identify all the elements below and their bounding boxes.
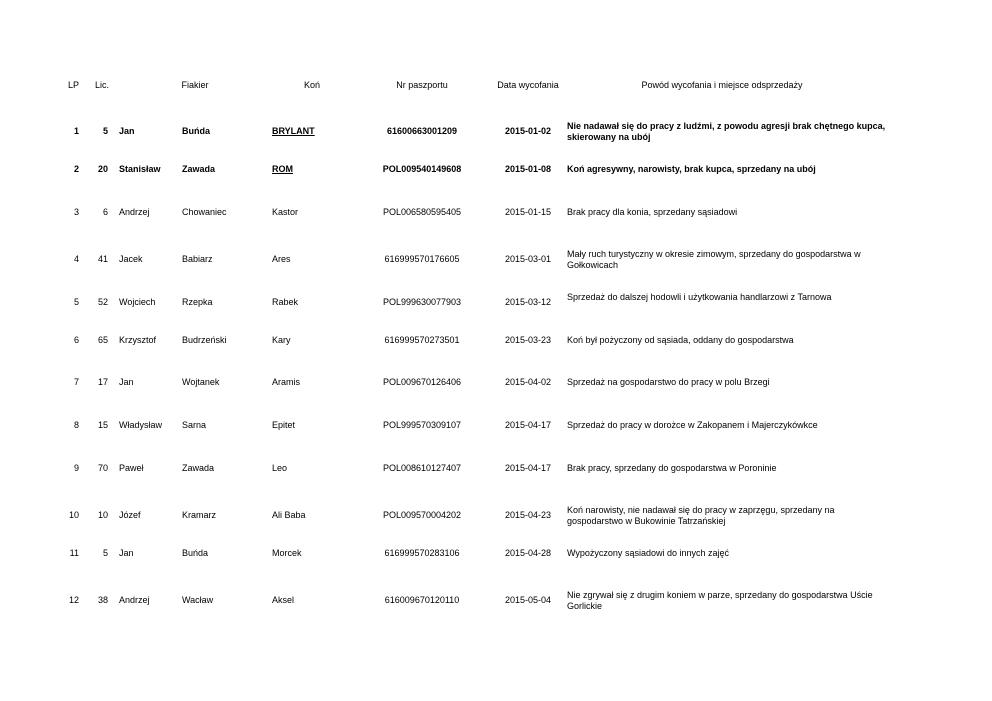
cell-reason: Sprzedaż na gospodarstwo do pracy w polu Brzegi (567, 377, 770, 387)
cell-first-name: Andrzej (119, 207, 150, 217)
cell-last-name: Zawada (182, 164, 216, 174)
cell-horse: Kastor (272, 207, 299, 217)
cell-reason: Nie nadawał się do pracy z ludźmi, z powodu agresji brak chętnego kupca, skierowany na ubój (567, 121, 886, 142)
cell-lic: 65 (97, 335, 108, 345)
cell-reason: Nie zgrywał się z drugim koniem w parze, sprzedany do gospodarstwa Uście Gorlickie (567, 590, 873, 611)
cell-lp: 4 (73, 254, 79, 264)
cell-horse: Aramis (272, 377, 301, 387)
cell-reason: Brak pracy dla konia, sprzedany sąsiadowi (567, 207, 738, 217)
cell-last-name: Wacław (182, 595, 214, 605)
cell-date: 2015-03-01 (504, 254, 552, 264)
cell-date: 2015-03-12 (504, 297, 552, 307)
cell-passport: POL999570309107 (382, 420, 462, 430)
cell-date: 2015-04-17 (504, 463, 552, 473)
cell-lp: 12 (68, 595, 79, 605)
cell-reason: Mały ruch turystyczny w okresie zimowym, sprzedany do gospodarstwa w Gołkowicach (567, 249, 861, 270)
header-date: Data wycofania (497, 80, 559, 90)
cell-horse: Kary (272, 335, 291, 345)
cell-passport: POL008610127407 (382, 463, 462, 473)
cell-passport: POL006580595405 (382, 207, 462, 217)
cell-last-name: Zawada (182, 463, 215, 473)
cell-last-name: Chowaniec (182, 207, 227, 217)
cell-lp: 10 (68, 510, 79, 520)
cell-date: 2015-04-02 (504, 377, 552, 387)
cell-last-name: Rzepka (182, 297, 213, 307)
cell-passport: 616999570283106 (384, 548, 460, 558)
cell-lic: 70 (97, 463, 108, 473)
header-fiakier: Fiakier (181, 80, 209, 90)
cell-passport: 616999570273501 (384, 335, 460, 345)
cell-date: 2015-04-28 (504, 548, 552, 558)
cell-date: 2015-03-23 (504, 335, 552, 345)
cell-passport: POL999630077903 (382, 297, 462, 307)
cell-lp: 9 (73, 463, 79, 473)
cell-lic: 17 (97, 377, 108, 387)
cell-lic: 41 (97, 254, 108, 264)
cell-horse: Rabek (272, 297, 299, 307)
cell-reason: Wypożyczony sąsiadowi do innych zajęć (567, 548, 729, 558)
header-passport: Nr paszportu (396, 80, 448, 90)
cell-last-name: Babiarz (182, 254, 213, 264)
cell-horse: Ali Baba (272, 510, 306, 520)
cell-lic: 10 (97, 510, 108, 520)
cell-lic: 6 (102, 207, 108, 217)
cell-lp: 6 (73, 335, 79, 345)
cell-lp: 1 (73, 126, 79, 136)
cell-first-name: Władysław (119, 420, 163, 430)
cell-date: 2015-01-02 (504, 126, 552, 136)
cell-last-name: Buńda (182, 548, 209, 558)
cell-passport: POL009540149608 (382, 164, 462, 174)
header-lic: Lic. (95, 80, 110, 90)
cell-lp: 8 (73, 420, 79, 430)
cell-lic: 20 (97, 164, 108, 174)
cell-last-name: Sarna (182, 420, 207, 430)
cell-passport: 616999570176605 (384, 254, 460, 264)
cell-date: 2015-01-08 (504, 164, 552, 174)
cell-horse: Morcek (272, 548, 302, 558)
cell-date: 2015-01-15 (504, 207, 552, 217)
cell-reason: Sprzedaż do pracy w dorożce w Zakopanem i Majerczykówkce (567, 420, 818, 430)
header-lp: LP (67, 80, 79, 90)
cell-horse: Leo (272, 463, 288, 473)
cell-first-name: Józef (119, 510, 141, 520)
cell-lp: 11 (69, 548, 79, 558)
cell-passport: POL009670126406 (382, 377, 462, 387)
cell-lp: 7 (73, 377, 79, 387)
cell-first-name: Paweł (119, 463, 144, 473)
cell-lic: 5 (102, 126, 108, 136)
cell-date: 2015-05-04 (504, 595, 552, 605)
cell-lic: 5 (102, 548, 108, 558)
cell-lic: 52 (97, 297, 108, 307)
cell-lic: 38 (97, 595, 108, 605)
cell-last-name: Buńda (182, 126, 210, 136)
cell-reason: Koń był pożyczony od sąsiada, oddany do gospodarstwa (567, 335, 794, 345)
cell-first-name: Stanisław (119, 164, 161, 174)
cell-passport: 616009670120110 (384, 595, 460, 605)
header-reason: Powód wycofania i miejsce odsprzedaży (641, 80, 803, 90)
header-kon: Koń (303, 80, 320, 90)
cell-lp: 5 (73, 297, 79, 307)
cell-first-name: Jan (119, 377, 134, 387)
cell-horse: Epitet (272, 420, 296, 430)
cell-horse: Aksel (272, 595, 295, 605)
cell-reason: Koń agresywny, narowisty, brak kupca, sprzedany na ubój (567, 164, 816, 174)
cell-last-name: Budrzeński (182, 335, 227, 345)
cell-first-name: Jan (119, 548, 134, 558)
cell-passport: 61600663001209 (386, 126, 458, 136)
cell-date: 2015-04-17 (504, 420, 552, 430)
cell-date: 2015-04-23 (504, 510, 552, 520)
cell-horse: Ares (272, 254, 291, 264)
cell-reason: Sprzedaż do dalszej hodowli i użytkowania handlarzowi z Tarnowa (567, 292, 832, 302)
cell-first-name: Jacek (119, 254, 143, 264)
cell-first-name: Jan (119, 126, 135, 136)
cell-lic: 15 (97, 420, 108, 430)
cell-last-name: Kramarz (182, 510, 217, 520)
cell-lp: 2 (73, 164, 79, 174)
cell-first-name: Krzysztof (119, 335, 157, 345)
cell-reason: Koń narowisty, nie nadawał się do pracy w zaprzęgu, sprzedany na gospodarstwo w Bukowinie Tatrzańskiej (567, 505, 835, 526)
cell-reason: Brak pracy, sprzedany do gospodarstwa w Poroninie (567, 463, 777, 473)
cell-horse: BRYLANT (272, 126, 315, 136)
cell-passport: POL009570004202 (382, 510, 462, 520)
cell-horse: ROM (272, 164, 293, 174)
cell-first-name: Wojciech (119, 297, 156, 307)
cell-lp: 3 (73, 207, 79, 217)
cell-first-name: Andrzej (119, 595, 150, 605)
cell-last-name: Wojtanek (182, 377, 220, 387)
